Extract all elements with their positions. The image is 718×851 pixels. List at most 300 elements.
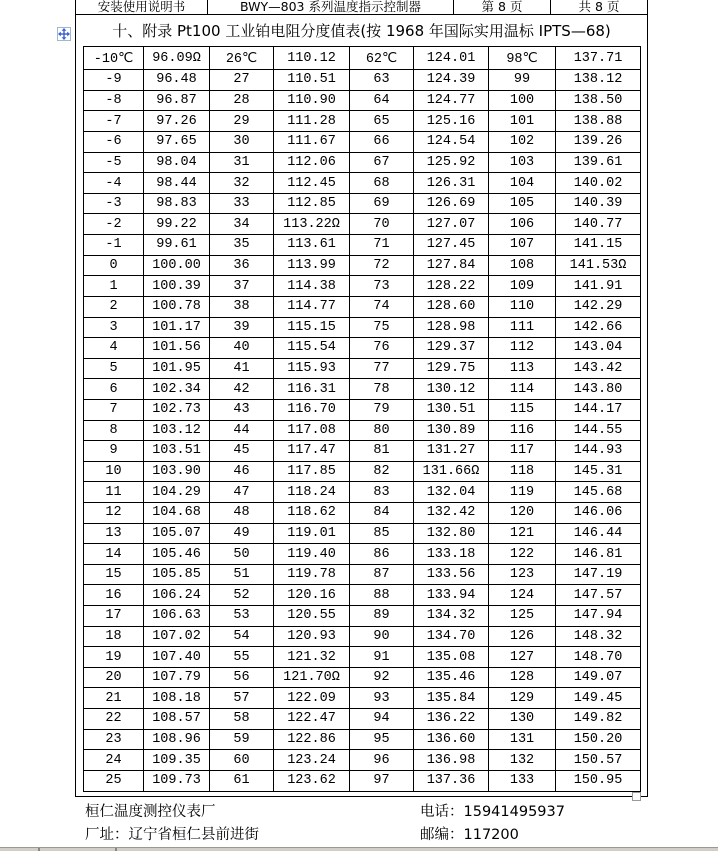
temperature-cell: 52 xyxy=(210,585,274,606)
temperature-cell: 130 xyxy=(489,709,556,730)
resistance-cell: 149.07 xyxy=(556,667,641,688)
temperature-cell: 106 xyxy=(489,214,556,235)
temperature-cell: 89 xyxy=(350,606,414,627)
phone-label: 电话： xyxy=(420,804,464,820)
resistance-cell: 139.26 xyxy=(556,132,641,153)
resistance-cell: 115.93 xyxy=(274,358,350,379)
table-row xyxy=(84,544,641,565)
temperature-cell: 24 xyxy=(84,750,144,771)
pt100-table xyxy=(83,46,641,792)
table-row xyxy=(84,193,641,214)
resistance-cell: 132.80 xyxy=(414,523,489,544)
resistance-cell: 122.47 xyxy=(274,709,350,730)
table-row xyxy=(84,47,641,70)
resistance-cell: 119.78 xyxy=(274,564,350,585)
header-cell-total-pages: 共 8 页 xyxy=(578,0,620,14)
table-row xyxy=(84,585,641,606)
footer-line-1 xyxy=(85,801,645,824)
temperature-cell: 54 xyxy=(210,626,274,647)
temperature-cell: 75 xyxy=(350,317,414,338)
postal-label: 邮编： xyxy=(420,827,464,843)
table-row xyxy=(84,296,641,317)
temperature-cell: 63 xyxy=(350,70,414,91)
resistance-cell: 120.55 xyxy=(274,606,350,627)
temperature-cell: 23 xyxy=(84,729,144,750)
resistance-cell: 133.18 xyxy=(414,544,489,565)
resistance-cell: 99.61 xyxy=(144,235,210,256)
temperature-cell: 66 xyxy=(350,132,414,153)
temperature-cell: 99 xyxy=(489,70,556,91)
resistance-cell: 124.54 xyxy=(414,132,489,153)
temperature-cell: 77 xyxy=(350,358,414,379)
address-value: 辽宁省桓仁县前进街 xyxy=(128,827,259,843)
resistance-cell: 105.46 xyxy=(144,544,210,565)
temperature-cell: 44 xyxy=(210,420,274,441)
resistance-cell: 140.39 xyxy=(556,193,641,214)
resistance-cell: 110.90 xyxy=(274,90,350,111)
page-header xyxy=(76,0,647,15)
temperature-cell: 88 xyxy=(350,585,414,606)
resistance-cell: 100.00 xyxy=(144,255,210,276)
temperature-cell: 65 xyxy=(350,111,414,132)
appendix-title: 十、附录 Pt100 工业铂电阻分度值表(按 1968 年国际实用温标 IPTS—68) xyxy=(112,22,611,40)
temperature-cell: 123 xyxy=(489,564,556,585)
resistance-cell: 150.20 xyxy=(556,729,641,750)
resistance-cell: 121.70Ω xyxy=(274,667,350,688)
resistance-cell: 123.62 xyxy=(274,770,350,791)
postal-value: 117200 xyxy=(463,827,519,843)
resistance-cell: 150.57 xyxy=(556,750,641,771)
resistance-cell: 117.08 xyxy=(274,420,350,441)
table-row xyxy=(84,358,641,379)
resistance-cell: 101.95 xyxy=(144,358,210,379)
temperature-cell: 117 xyxy=(489,441,556,462)
footer xyxy=(85,801,645,847)
resistance-cell: 98.04 xyxy=(144,152,210,173)
footer-factory-name: 桓仁温度测控仪表厂 xyxy=(85,804,216,820)
table-row xyxy=(84,647,641,668)
temperature-cell: 5 xyxy=(84,358,144,379)
resistance-cell: 142.66 xyxy=(556,317,641,338)
temperature-cell: 61 xyxy=(210,770,274,791)
resistance-cell: 124.77 xyxy=(414,90,489,111)
resistance-cell: 119.40 xyxy=(274,544,350,565)
temperature-cell: 11 xyxy=(84,482,144,503)
temperature-cell: 132 xyxy=(489,750,556,771)
resistance-cell: 134.70 xyxy=(414,626,489,647)
resistance-cell: 118.62 xyxy=(274,502,350,523)
temperature-cell: 53 xyxy=(210,606,274,627)
temperature-cell: 48 xyxy=(210,502,274,523)
resistance-cell: 148.32 xyxy=(556,626,641,647)
resistance-cell: 147.57 xyxy=(556,585,641,606)
temperature-cell: 73 xyxy=(350,276,414,297)
temperature-cell: 34 xyxy=(210,214,274,235)
temperature-cell: 35 xyxy=(210,235,274,256)
temperature-cell: 39 xyxy=(210,317,274,338)
resistance-cell: 135.46 xyxy=(414,667,489,688)
resistance-cell: 150.95 xyxy=(556,770,641,791)
temperature-cell: 45 xyxy=(210,441,274,462)
temperature-cell: 4 xyxy=(84,338,144,359)
table-row xyxy=(84,729,641,750)
table-row xyxy=(84,255,641,276)
temperature-cell: 30 xyxy=(210,132,274,153)
temperature-cell: 67 xyxy=(350,152,414,173)
resistance-cell: 141.15 xyxy=(556,235,641,256)
temperature-cell: 127 xyxy=(489,647,556,668)
table-row xyxy=(84,606,641,627)
resistance-cell: 141.53Ω xyxy=(556,255,641,276)
temperature-cell: 84 xyxy=(350,502,414,523)
temperature-cell: -6 xyxy=(84,132,144,153)
table-row xyxy=(84,235,641,256)
resistance-cell: 96.48 xyxy=(144,70,210,91)
resistance-cell: 136.60 xyxy=(414,729,489,750)
resistance-cell: 124.39 xyxy=(414,70,489,91)
temperature-cell: -9 xyxy=(84,70,144,91)
table-row xyxy=(84,379,641,400)
temperature-cell: 97 xyxy=(350,770,414,791)
resistance-cell: 143.80 xyxy=(556,379,641,400)
temperature-cell: 9 xyxy=(84,441,144,462)
temperature-cell: 122 xyxy=(489,544,556,565)
temperature-cell: 78 xyxy=(350,379,414,400)
resistance-cell: 109.73 xyxy=(144,770,210,791)
resistance-cell: 143.42 xyxy=(556,358,641,379)
temperature-cell: 36 xyxy=(210,255,274,276)
object-resize-handle[interactable] xyxy=(632,792,641,801)
resistance-cell: 107.40 xyxy=(144,647,210,668)
temperature-cell: -10℃ xyxy=(84,47,144,70)
temperature-cell: -3 xyxy=(84,193,144,214)
resistance-cell: 144.17 xyxy=(556,399,641,420)
resistance-cell: 96.87 xyxy=(144,90,210,111)
temperature-cell: 16 xyxy=(84,585,144,606)
temperature-cell: 83 xyxy=(350,482,414,503)
temperature-cell: 2 xyxy=(84,296,144,317)
temperature-cell: 8 xyxy=(84,420,144,441)
resistance-cell: 117.85 xyxy=(274,461,350,482)
resistance-cell: 132.42 xyxy=(414,502,489,523)
temperature-cell: 74 xyxy=(350,296,414,317)
table-row xyxy=(84,626,641,647)
temperature-cell: 1 xyxy=(84,276,144,297)
temperature-cell: -1 xyxy=(84,235,144,256)
temperature-cell: 90 xyxy=(350,626,414,647)
temperature-cell: 40 xyxy=(210,338,274,359)
temperature-cell: 68 xyxy=(350,173,414,194)
resistance-cell: 149.45 xyxy=(556,688,641,709)
footer-postal xyxy=(420,824,645,847)
temperature-cell: 31 xyxy=(210,152,274,173)
temperature-cell: 92 xyxy=(350,667,414,688)
footer-line-2 xyxy=(85,824,645,847)
temperature-cell: 82 xyxy=(350,461,414,482)
resistance-cell: 104.29 xyxy=(144,482,210,503)
temperature-cell: 26℃ xyxy=(210,47,274,70)
resistance-cell: 104.68 xyxy=(144,502,210,523)
temperature-cell: 126 xyxy=(489,626,556,647)
resistance-cell: 103.12 xyxy=(144,420,210,441)
resistance-cell: 146.06 xyxy=(556,502,641,523)
resistance-cell: 106.63 xyxy=(144,606,210,627)
temperature-cell: 79 xyxy=(350,399,414,420)
resistance-cell: 128.22 xyxy=(414,276,489,297)
temperature-cell: 46 xyxy=(210,461,274,482)
temperature-cell: 96 xyxy=(350,750,414,771)
resistance-cell: 142.29 xyxy=(556,296,641,317)
temperature-cell: 42 xyxy=(210,379,274,400)
resistance-cell: 121.32 xyxy=(274,647,350,668)
resistance-cell: 108.96 xyxy=(144,729,210,750)
resistance-cell: 128.60 xyxy=(414,296,489,317)
resistance-cell: 96.09Ω xyxy=(144,47,210,70)
table-row xyxy=(84,132,641,153)
temperature-cell: 50 xyxy=(210,544,274,565)
temperature-cell: 93 xyxy=(350,688,414,709)
temperature-cell: 49 xyxy=(210,523,274,544)
resistance-cell: 149.82 xyxy=(556,709,641,730)
temperature-cell: 102 xyxy=(489,132,556,153)
temperature-cell: 114 xyxy=(489,379,556,400)
resistance-cell: 106.24 xyxy=(144,585,210,606)
header-cell-page-number: 第 8 页 xyxy=(454,0,551,14)
resistance-cell: 100.39 xyxy=(144,276,210,297)
resistance-cell: 116.31 xyxy=(274,379,350,400)
temperature-cell: 20 xyxy=(84,667,144,688)
temperature-cell: -2 xyxy=(84,214,144,235)
resistance-cell: 110.51 xyxy=(274,70,350,91)
resistance-cell: 98.83 xyxy=(144,193,210,214)
temperature-cell: 14 xyxy=(84,544,144,565)
resistance-cell: 115.15 xyxy=(274,317,350,338)
temperature-cell: 60 xyxy=(210,750,274,771)
resistance-cell: 129.75 xyxy=(414,358,489,379)
resistance-cell: 120.16 xyxy=(274,585,350,606)
temperature-cell: 116 xyxy=(489,420,556,441)
resistance-cell: 122.09 xyxy=(274,688,350,709)
temperature-cell: 98℃ xyxy=(489,47,556,70)
temperature-cell: 18 xyxy=(84,626,144,647)
table-row xyxy=(84,70,641,91)
temperature-cell: 103 xyxy=(489,152,556,173)
resistance-cell: 131.27 xyxy=(414,441,489,462)
temperature-cell: 121 xyxy=(489,523,556,544)
temperature-cell: 104 xyxy=(489,173,556,194)
temperature-cell: -7 xyxy=(84,111,144,132)
resistance-cell: 145.68 xyxy=(556,482,641,503)
resistance-cell: 113.22Ω xyxy=(274,214,350,235)
resistance-cell: 101.56 xyxy=(144,338,210,359)
temperature-cell: 6 xyxy=(84,379,144,400)
temperature-cell: 64 xyxy=(350,90,414,111)
resistance-cell: 130.51 xyxy=(414,399,489,420)
resistance-cell: 132.04 xyxy=(414,482,489,503)
temperature-cell: 124 xyxy=(489,585,556,606)
temperature-cell: 21 xyxy=(84,688,144,709)
resistance-cell: 125.16 xyxy=(414,111,489,132)
resistance-cell: 111.67 xyxy=(274,132,350,153)
resistance-cell: 107.02 xyxy=(144,626,210,647)
table-row xyxy=(84,482,641,503)
temperature-cell: 95 xyxy=(350,729,414,750)
resistance-cell: 122.86 xyxy=(274,729,350,750)
footer-phone xyxy=(420,801,645,824)
temperature-cell: 0 xyxy=(84,255,144,276)
header-cell-doc-title: 安装使用说明书 xyxy=(76,0,208,14)
temperature-cell: -4 xyxy=(84,173,144,194)
move-cross-icon xyxy=(58,28,70,40)
temperature-cell: 110 xyxy=(489,296,556,317)
temperature-cell: 86 xyxy=(350,544,414,565)
resistance-cell: 144.93 xyxy=(556,441,641,462)
resistance-cell: 138.50 xyxy=(556,90,641,111)
resistance-cell: 107.79 xyxy=(144,667,210,688)
resistance-cell: 145.31 xyxy=(556,461,641,482)
resistance-cell: 119.01 xyxy=(274,523,350,544)
resistance-cell: 108.57 xyxy=(144,709,210,730)
temperature-cell: 37 xyxy=(210,276,274,297)
resistance-cell: 114.38 xyxy=(274,276,350,297)
resistance-cell: 135.84 xyxy=(414,688,489,709)
resistance-cell: 109.35 xyxy=(144,750,210,771)
resistance-cell: 128.98 xyxy=(414,317,489,338)
temperature-cell: 105 xyxy=(489,193,556,214)
resistance-cell: 135.08 xyxy=(414,647,489,668)
temperature-cell: 58 xyxy=(210,709,274,730)
temperature-cell: 12 xyxy=(84,502,144,523)
temperature-cell: 80 xyxy=(350,420,414,441)
resistance-cell: 103.90 xyxy=(144,461,210,482)
resistance-cell: 137.71 xyxy=(556,47,641,70)
resistance-cell: 112.45 xyxy=(274,173,350,194)
resistance-cell: 140.77 xyxy=(556,214,641,235)
resistance-cell: 134.32 xyxy=(414,606,489,627)
resistance-cell: 102.34 xyxy=(144,379,210,400)
table-row xyxy=(84,317,641,338)
temperature-cell: 107 xyxy=(489,235,556,256)
temperature-cell: 118 xyxy=(489,461,556,482)
table-row xyxy=(84,111,641,132)
temperature-cell: 115 xyxy=(489,399,556,420)
temperature-cell: 19 xyxy=(84,647,144,668)
temperature-cell: 125 xyxy=(489,606,556,627)
resistance-cell: 126.69 xyxy=(414,193,489,214)
resistance-cell: 118.24 xyxy=(274,482,350,503)
temperature-cell: 119 xyxy=(489,482,556,503)
temperature-cell: 22 xyxy=(84,709,144,730)
resistance-cell: 137.36 xyxy=(414,770,489,791)
temperature-cell: 69 xyxy=(350,193,414,214)
temperature-cell: 100 xyxy=(489,90,556,111)
temperature-cell: 101 xyxy=(489,111,556,132)
temperature-cell: 108 xyxy=(489,255,556,276)
resistance-cell: 113.99 xyxy=(274,255,350,276)
temperature-cell: 91 xyxy=(350,647,414,668)
temperature-cell: 38 xyxy=(210,296,274,317)
resistance-cell: 146.44 xyxy=(556,523,641,544)
table-row xyxy=(84,214,641,235)
temperature-cell: 109 xyxy=(489,276,556,297)
temperature-cell: 70 xyxy=(350,214,414,235)
resistance-cell: 108.18 xyxy=(144,688,210,709)
resistance-cell: 117.47 xyxy=(274,441,350,462)
resistance-cell: 102.73 xyxy=(144,399,210,420)
resistance-cell: 116.70 xyxy=(274,399,350,420)
resistance-cell: 147.94 xyxy=(556,606,641,627)
resistance-cell: 112.06 xyxy=(274,152,350,173)
temperature-cell: 25 xyxy=(84,770,144,791)
table-row xyxy=(84,399,641,420)
resistance-cell: 98.44 xyxy=(144,173,210,194)
resistance-cell: 127.45 xyxy=(414,235,489,256)
table-row xyxy=(84,523,641,544)
temperature-cell: 29 xyxy=(210,111,274,132)
temperature-cell: 55 xyxy=(210,647,274,668)
temperature-cell: 85 xyxy=(350,523,414,544)
temperature-cell: -5 xyxy=(84,152,144,173)
temperature-cell: 59 xyxy=(210,729,274,750)
temperature-cell: 62℃ xyxy=(350,47,414,70)
table-row xyxy=(84,667,641,688)
temperature-cell: 7 xyxy=(84,399,144,420)
resistance-cell: 100.78 xyxy=(144,296,210,317)
temperature-cell: 17 xyxy=(84,606,144,627)
resistance-cell: 146.81 xyxy=(556,544,641,565)
table-row xyxy=(84,688,641,709)
temperature-cell: 56 xyxy=(210,667,274,688)
resistance-cell: 141.91 xyxy=(556,276,641,297)
table-row xyxy=(84,420,641,441)
resistance-cell: 115.54 xyxy=(274,338,350,359)
temperature-cell: 43 xyxy=(210,399,274,420)
resistance-cell: 143.04 xyxy=(556,338,641,359)
table-row xyxy=(84,276,641,297)
resistance-cell: 127.84 xyxy=(414,255,489,276)
temperature-cell: -8 xyxy=(84,90,144,111)
temperature-cell: 28 xyxy=(210,90,274,111)
temperature-cell: 72 xyxy=(350,255,414,276)
temperature-cell: 87 xyxy=(350,564,414,585)
temperature-cell: 94 xyxy=(350,709,414,730)
resistance-cell: 125.92 xyxy=(414,152,489,173)
temperature-cell: 27 xyxy=(210,70,274,91)
resistance-cell: 138.12 xyxy=(556,70,641,91)
object-move-handle[interactable] xyxy=(57,27,71,41)
temperature-cell: 131 xyxy=(489,729,556,750)
temperature-cell: 32 xyxy=(210,173,274,194)
phone-value: 15941495937 xyxy=(463,804,565,820)
temperature-cell: 33 xyxy=(210,193,274,214)
resistance-cell: 110.12 xyxy=(274,47,350,70)
temperature-cell: 41 xyxy=(210,358,274,379)
temperature-cell: 128 xyxy=(489,667,556,688)
resistance-cell: 126.31 xyxy=(414,173,489,194)
resistance-cell: 130.89 xyxy=(414,420,489,441)
temperature-cell: 81 xyxy=(350,441,414,462)
temperature-cell: 71 xyxy=(350,235,414,256)
temperature-cell: 113 xyxy=(489,358,556,379)
temperature-cell: 15 xyxy=(84,564,144,585)
resistance-cell: 130.12 xyxy=(414,379,489,400)
resistance-cell: 138.88 xyxy=(556,111,641,132)
resistance-cell: 144.55 xyxy=(556,420,641,441)
temperature-cell: 129 xyxy=(489,688,556,709)
temperature-cell: 76 xyxy=(350,338,414,359)
resistance-cell: 105.85 xyxy=(144,564,210,585)
resistance-cell: 129.37 xyxy=(414,338,489,359)
